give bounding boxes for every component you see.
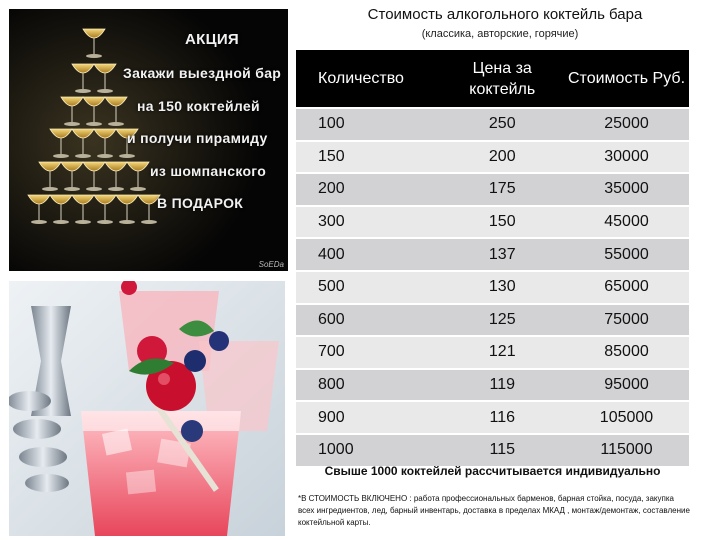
cell-quantity: 300 <box>296 205 441 238</box>
cell-price: 130 <box>441 270 565 303</box>
table-row <box>296 237 689 270</box>
cell-quantity: 500 <box>296 270 441 303</box>
cocktail-image <box>9 281 285 536</box>
promo-line: и получи пирамиду <box>127 130 268 146</box>
cell-total: 115000 <box>564 433 689 466</box>
cell-price: 200 <box>441 140 565 173</box>
cell-quantity: 100 <box>296 107 441 140</box>
page-title: Стоимость алкогольного коктейль бара <box>367 6 643 23</box>
glass-foot <box>64 122 80 126</box>
promo-headline: АКЦИЯ <box>185 31 240 48</box>
bulk-note: Свыше 1000 коктейлей рассчитывается индивидуально <box>324 464 661 478</box>
cell-total: 55000 <box>564 237 689 270</box>
glass-foot <box>31 220 47 224</box>
glass-foot <box>108 122 124 126</box>
glass-foot <box>53 154 69 158</box>
table-row <box>296 172 689 205</box>
cell-total: 105000 <box>564 400 689 433</box>
cell-total: 85000 <box>564 335 689 368</box>
glass-foot <box>86 122 102 126</box>
glass-foot <box>75 89 91 93</box>
cell-total: 75000 <box>564 303 689 336</box>
table-row <box>296 205 689 238</box>
glass-foot <box>108 187 124 191</box>
table-row <box>296 303 689 336</box>
table-row <box>296 335 689 368</box>
champagne-pyramid-promo <box>9 9 288 271</box>
glass-foot <box>64 187 80 191</box>
cell-total: 35000 <box>564 172 689 205</box>
cell-price: 121 <box>441 335 565 368</box>
cell-quantity: 200 <box>296 172 441 205</box>
promo-signature: SoEDa <box>258 260 284 269</box>
table-header-row <box>296 50 689 107</box>
cell-quantity: 900 <box>296 400 441 433</box>
header-price-per-cocktail: Цена за коктейль <box>441 50 565 107</box>
glass-foot <box>130 187 146 191</box>
promo-line: В ПОДАРОК <box>157 195 244 211</box>
glass-foot <box>75 154 91 158</box>
cell-total: 45000 <box>564 205 689 238</box>
table-body <box>296 107 689 466</box>
table-row <box>296 433 689 466</box>
cell-price: 150 <box>441 205 565 238</box>
cell-quantity: 700 <box>296 335 441 368</box>
header-quantity: Количество <box>296 50 441 107</box>
glass-foot <box>119 154 135 158</box>
glass-foot <box>141 220 157 224</box>
glass-foot <box>86 187 102 191</box>
cell-total: 25000 <box>564 107 689 140</box>
glass-foot <box>97 154 113 158</box>
glass-foot <box>75 220 91 224</box>
promo-line: на 150 коктейлей <box>137 98 260 114</box>
table-row <box>296 107 689 140</box>
table-row <box>296 400 689 433</box>
cell-price: 250 <box>441 107 565 140</box>
header-total-cost: Стоимость Руб. <box>564 50 689 107</box>
cell-quantity: 150 <box>296 140 441 173</box>
promo-line: из шомпанского <box>150 163 267 179</box>
glass-foot <box>97 89 113 93</box>
glass-foot <box>53 220 69 224</box>
cell-total: 95000 <box>564 368 689 401</box>
promo-line: Закажи выездной бар <box>123 65 282 81</box>
cell-price: 125 <box>441 303 565 336</box>
glass-foot <box>119 220 135 224</box>
price-table <box>296 50 689 466</box>
table-row <box>296 270 689 303</box>
included-footnote: *В СТОИМОСТЬ ВКЛЮЧЕНО : работа профессиональных барменов, барная стойка, посуда, закупка всех ингредиентов, лед, барный инвентарь, доставка в пределах МКАД , монтаж/демонтаж, составление коктейльной карты. <box>298 494 690 527</box>
table-row <box>296 140 689 173</box>
cell-quantity: 800 <box>296 368 441 401</box>
cell-price: 137 <box>441 237 565 270</box>
cell-total: 30000 <box>564 140 689 173</box>
page-subtitle: (классика, авторские, горячие) <box>421 28 579 40</box>
cocktail-photo <box>9 281 285 536</box>
cell-quantity: 600 <box>296 303 441 336</box>
glass-foot <box>97 220 113 224</box>
glass-foot <box>86 54 102 58</box>
cell-price: 175 <box>441 172 565 205</box>
cell-price: 119 <box>441 368 565 401</box>
table-row <box>296 368 689 401</box>
cell-quantity: 400 <box>296 237 441 270</box>
glass-foot <box>42 187 58 191</box>
cell-price: 115 <box>441 433 565 466</box>
cell-price: 116 <box>441 400 565 433</box>
cell-quantity: 1000 <box>296 433 441 466</box>
cell-total: 65000 <box>564 270 689 303</box>
